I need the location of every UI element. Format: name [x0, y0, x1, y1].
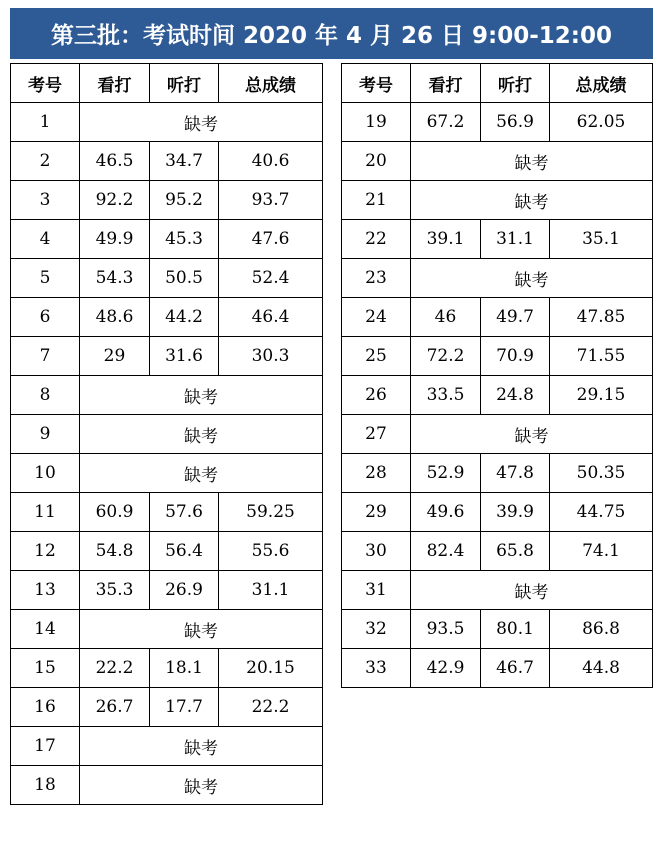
table-row [11, 298, 323, 337]
cell-absent: 缺考 [411, 181, 653, 220]
table-row [11, 532, 323, 571]
cell-absent: 缺考 [80, 727, 323, 766]
cell-exam-id: 18 [11, 766, 80, 805]
column-header-kan: 看打 [80, 64, 150, 103]
cell-kan-score: 46 [411, 298, 481, 337]
table-row [342, 181, 653, 220]
cell-total-score: 52.4 [219, 259, 323, 298]
cell-kan-score: 92.2 [80, 181, 150, 220]
table-row [342, 376, 653, 415]
cell-kan-score: 48.6 [80, 298, 150, 337]
cell-ting-score: 31.1 [481, 220, 550, 259]
cell-total-score: 59.25 [219, 493, 323, 532]
cell-absent: 缺考 [80, 376, 323, 415]
cell-exam-id: 17 [11, 727, 80, 766]
table-row [11, 142, 323, 181]
cell-exam-id: 13 [11, 571, 80, 610]
cell-kan-score: 26.7 [80, 688, 150, 727]
cell-kan-score: 33.5 [411, 376, 481, 415]
cell-ting-score: 46.7 [481, 649, 550, 688]
cell-exam-id: 7 [11, 337, 80, 376]
cell-kan-score: 42.9 [411, 649, 481, 688]
cell-absent: 缺考 [80, 454, 323, 493]
cell-total-score: 31.1 [219, 571, 323, 610]
cell-total-score: 30.3 [219, 337, 323, 376]
cell-kan-score: 54.8 [80, 532, 150, 571]
cell-ting-score: 45.3 [150, 220, 219, 259]
cell-ting-score: 26.9 [150, 571, 219, 610]
cell-total-score: 50.35 [550, 454, 653, 493]
score-table-right [341, 63, 653, 688]
cell-exam-id: 10 [11, 454, 80, 493]
cell-kan-score: 49.9 [80, 220, 150, 259]
table-row [342, 103, 653, 142]
cell-exam-id: 3 [11, 181, 80, 220]
table-row [11, 766, 323, 805]
cell-total-score: 46.4 [219, 298, 323, 337]
cell-ting-score: 18.1 [150, 649, 219, 688]
cell-ting-score: 44.2 [150, 298, 219, 337]
column-header-id: 考号 [342, 64, 411, 103]
cell-total-score: 40.6 [219, 142, 323, 181]
cell-exam-id: 28 [342, 454, 411, 493]
cell-ting-score: 56.4 [150, 532, 219, 571]
table-row [11, 493, 323, 532]
table-row [11, 376, 323, 415]
table-row [342, 493, 653, 532]
cell-total-score: 44.75 [550, 493, 653, 532]
cell-total-score: 47.6 [219, 220, 323, 259]
cell-total-score: 47.85 [550, 298, 653, 337]
column-header-ting: 听打 [481, 64, 550, 103]
cell-total-score: 74.1 [550, 532, 653, 571]
cell-exam-id: 29 [342, 493, 411, 532]
cell-absent: 缺考 [411, 142, 653, 181]
cell-ting-score: 24.8 [481, 376, 550, 415]
cell-absent: 缺考 [80, 766, 323, 805]
cell-kan-score: 46.5 [80, 142, 150, 181]
cell-ting-score: 39.9 [481, 493, 550, 532]
table-header-row [11, 64, 323, 103]
column-header-total: 总成绩 [550, 64, 653, 103]
cell-exam-id: 6 [11, 298, 80, 337]
cell-total-score: 20.15 [219, 649, 323, 688]
table-row [11, 337, 323, 376]
cell-exam-id: 21 [342, 181, 411, 220]
cell-exam-id: 32 [342, 610, 411, 649]
cell-exam-id: 14 [11, 610, 80, 649]
cell-exam-id: 31 [342, 571, 411, 610]
cell-total-score: 71.55 [550, 337, 653, 376]
cell-exam-id: 1 [11, 103, 80, 142]
table-row [11, 220, 323, 259]
cell-total-score: 44.8 [550, 649, 653, 688]
cell-kan-score: 54.3 [80, 259, 150, 298]
cell-kan-score: 67.2 [411, 103, 481, 142]
cell-kan-score: 82.4 [411, 532, 481, 571]
cell-ting-score: 47.8 [481, 454, 550, 493]
cell-exam-id: 2 [11, 142, 80, 181]
cell-kan-score: 93.5 [411, 610, 481, 649]
cell-absent: 缺考 [411, 571, 653, 610]
cell-exam-id: 27 [342, 415, 411, 454]
cell-exam-id: 20 [342, 142, 411, 181]
cell-kan-score: 60.9 [80, 493, 150, 532]
cell-ting-score: 50.5 [150, 259, 219, 298]
cell-exam-id: 4 [11, 220, 80, 259]
cell-kan-score: 72.2 [411, 337, 481, 376]
table-row [11, 610, 323, 649]
cell-exam-id: 30 [342, 532, 411, 571]
cell-exam-id: 15 [11, 649, 80, 688]
cell-absent: 缺考 [411, 259, 653, 298]
table-row [11, 415, 323, 454]
table-row [11, 688, 323, 727]
cell-total-score: 22.2 [219, 688, 323, 727]
cell-kan-score: 52.9 [411, 454, 481, 493]
cell-exam-id: 19 [342, 103, 411, 142]
cell-exam-id: 25 [342, 337, 411, 376]
cell-exam-id: 8 [11, 376, 80, 415]
cell-ting-score: 57.6 [150, 493, 219, 532]
table-row [11, 454, 323, 493]
score-table-left [10, 63, 323, 805]
page-title: 第三批：考试时间 2020 年 4 月 26 日 9:00-12:00 [10, 8, 653, 59]
cell-ting-score: 95.2 [150, 181, 219, 220]
cell-exam-id: 9 [11, 415, 80, 454]
cell-exam-id: 22 [342, 220, 411, 259]
table-row [342, 220, 653, 259]
table-header-row [342, 64, 653, 103]
cell-exam-id: 16 [11, 688, 80, 727]
table-row [11, 649, 323, 688]
cell-exam-id: 24 [342, 298, 411, 337]
cell-exam-id: 12 [11, 532, 80, 571]
table-row [342, 259, 653, 298]
cell-kan-score: 49.6 [411, 493, 481, 532]
table-row [342, 649, 653, 688]
table-row [11, 259, 323, 298]
cell-kan-score: 29 [80, 337, 150, 376]
table-row [11, 181, 323, 220]
cell-ting-score: 31.6 [150, 337, 219, 376]
cell-kan-score: 39.1 [411, 220, 481, 259]
cell-exam-id: 23 [342, 259, 411, 298]
table-row [342, 571, 653, 610]
cell-ting-score: 56.9 [481, 103, 550, 142]
cell-total-score: 62.05 [550, 103, 653, 142]
table-row [342, 415, 653, 454]
cell-ting-score: 65.8 [481, 532, 550, 571]
table-row [342, 142, 653, 181]
table-row [342, 298, 653, 337]
table-row [342, 610, 653, 649]
cell-ting-score: 17.7 [150, 688, 219, 727]
column-header-id: 考号 [11, 64, 80, 103]
cell-kan-score: 22.2 [80, 649, 150, 688]
cell-absent: 缺考 [80, 610, 323, 649]
column-header-ting: 听打 [150, 64, 219, 103]
cell-total-score: 86.8 [550, 610, 653, 649]
cell-total-score: 55.6 [219, 532, 323, 571]
column-header-total: 总成绩 [219, 64, 323, 103]
table-row [11, 571, 323, 610]
cell-total-score: 35.1 [550, 220, 653, 259]
cell-absent: 缺考 [411, 415, 653, 454]
cell-total-score: 93.7 [219, 181, 323, 220]
table-row [342, 532, 653, 571]
cell-total-score: 29.15 [550, 376, 653, 415]
cell-exam-id: 33 [342, 649, 411, 688]
cell-ting-score: 34.7 [150, 142, 219, 181]
column-header-kan: 看打 [411, 64, 481, 103]
table-row [342, 454, 653, 493]
table-row [342, 337, 653, 376]
cell-exam-id: 11 [11, 493, 80, 532]
cell-exam-id: 26 [342, 376, 411, 415]
cell-ting-score: 49.7 [481, 298, 550, 337]
table-row [11, 103, 323, 142]
cell-absent: 缺考 [80, 415, 323, 454]
cell-absent: 缺考 [80, 103, 323, 142]
cell-kan-score: 35.3 [80, 571, 150, 610]
cell-exam-id: 5 [11, 259, 80, 298]
cell-ting-score: 70.9 [481, 337, 550, 376]
table-row [11, 727, 323, 766]
cell-ting-score: 80.1 [481, 610, 550, 649]
